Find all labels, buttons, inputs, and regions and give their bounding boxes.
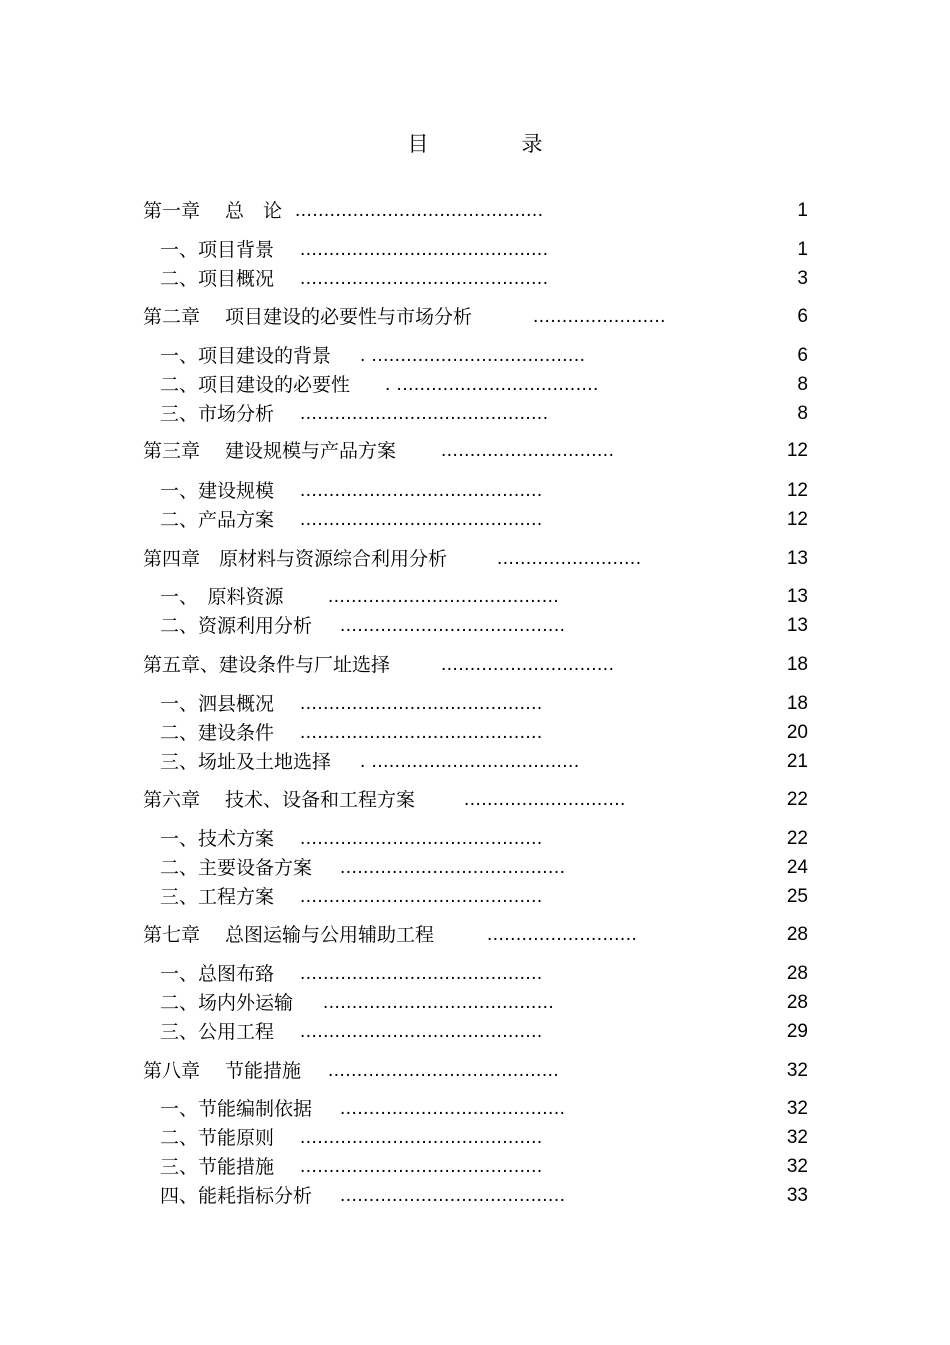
toc-page-number: 22 xyxy=(786,828,808,849)
toc-section-row[interactable] xyxy=(0,691,808,717)
toc-leader-dots: .......................................... xyxy=(300,828,543,849)
toc-title: 目 录 xyxy=(407,132,579,156)
toc-entry-label: 三、节能措施 xyxy=(160,1156,275,1178)
toc-page-number: 24 xyxy=(786,857,808,878)
toc-leader-dots: .......................................... xyxy=(300,886,543,907)
toc-entry-label: 三、公用工程 xyxy=(160,1021,275,1043)
toc-page-number: 32 xyxy=(786,1156,808,1177)
toc-leader-dots: . .................................... xyxy=(360,751,580,772)
toc-section-row[interactable] xyxy=(0,749,808,775)
toc-page-number: 12 xyxy=(786,440,808,461)
toc-entry-label: 一、泗县概况 xyxy=(160,693,275,715)
toc-entry-label: 一、项目建设的背景 xyxy=(160,345,332,367)
toc-leader-dots: .......................................... xyxy=(300,1127,543,1148)
toc-page-number: 32 xyxy=(786,1060,808,1081)
toc-section-row[interactable] xyxy=(0,372,808,398)
toc-leader-dots: .......................................... xyxy=(300,1156,543,1177)
toc-page-number: 29 xyxy=(786,1021,808,1042)
toc-leader-dots: ....................... xyxy=(533,306,666,327)
toc-leader-dots: .............................. xyxy=(441,440,615,461)
toc-section-row[interactable] xyxy=(0,266,808,292)
toc-chapter-row[interactable] xyxy=(0,652,808,678)
toc-entry-label: 三、场址及土地选择 xyxy=(160,751,332,773)
toc-leader-dots: ........................................... xyxy=(300,403,549,424)
toc-section-row[interactable] xyxy=(0,584,808,610)
toc-leader-dots: . ................................... xyxy=(385,374,599,395)
toc-entry-label: 第一章 总 论 xyxy=(143,200,283,222)
toc-leader-dots: .......................................... xyxy=(300,722,543,743)
toc-leader-dots: ....................................... xyxy=(340,615,566,636)
toc-section-row[interactable] xyxy=(0,613,808,639)
toc-leader-dots: ....................................... xyxy=(340,1185,566,1206)
toc-leader-dots: ....................................... xyxy=(340,857,566,878)
toc-leader-dots: .......................................... xyxy=(300,480,543,501)
toc-entry-label: 一、建设规模 xyxy=(160,480,275,502)
toc-entry-label: 第五章、建设条件与厂址选择 xyxy=(143,654,391,676)
toc-page-number: 1 xyxy=(797,239,808,260)
toc-leader-dots: ........................................ xyxy=(328,586,560,607)
toc-entry-label: 二、项目建设的必要性 xyxy=(160,374,351,396)
toc-page-number: 21 xyxy=(786,751,808,772)
toc-page-number: 6 xyxy=(797,306,808,327)
toc-page-number: 18 xyxy=(786,693,808,714)
toc-entry-label: 二、建设条件 xyxy=(160,722,275,744)
toc-section-row[interactable] xyxy=(0,401,808,427)
toc-section-row[interactable] xyxy=(0,1096,808,1122)
toc-page-number: 12 xyxy=(786,509,808,530)
toc-entry-label: 第四章 原材料与资源综合利用分析 xyxy=(143,548,448,570)
toc-page-number: 32 xyxy=(786,1098,808,1119)
toc-entry-label: 一、项目背景 xyxy=(160,239,275,261)
toc-page-number: 3 xyxy=(797,268,808,289)
toc-leader-dots: .............................. xyxy=(441,654,615,675)
toc-page-number: 13 xyxy=(786,615,808,636)
toc-section-row[interactable] xyxy=(0,884,808,910)
toc-entry-label: 一、 原料资源 xyxy=(160,586,284,608)
toc-chapter-row[interactable] xyxy=(0,922,808,948)
toc-leader-dots: ....................................... xyxy=(340,1098,566,1119)
toc-chapter-row[interactable] xyxy=(0,1058,808,1084)
toc-section-row[interactable] xyxy=(0,1154,808,1180)
toc-chapter-row[interactable] xyxy=(0,787,808,813)
toc-entry-label: 二、产品方案 xyxy=(160,509,275,531)
toc-entry-label: 一、技术方案 xyxy=(160,828,275,850)
toc-section-row[interactable] xyxy=(0,343,808,369)
toc-page-number: 8 xyxy=(797,374,808,395)
toc-page-number: 25 xyxy=(786,886,808,907)
toc-section-row[interactable] xyxy=(0,1183,808,1209)
toc-leader-dots: .......................................... xyxy=(300,693,543,714)
toc-leader-dots: ........................................... xyxy=(295,200,544,221)
toc-leader-dots: ............................ xyxy=(464,789,626,810)
toc-entry-label: 三、市场分析 xyxy=(160,403,275,425)
toc-page-number: 13 xyxy=(786,548,808,569)
toc-page-number: 22 xyxy=(786,789,808,810)
toc-entry-label: 四、能耗指标分析 xyxy=(160,1185,313,1207)
toc-leader-dots: .......................... xyxy=(487,924,638,945)
toc-section-row[interactable] xyxy=(0,855,808,881)
toc-section-row[interactable] xyxy=(0,237,808,263)
toc-leader-dots: .......................................... xyxy=(300,509,543,530)
toc-section-row[interactable] xyxy=(0,990,808,1016)
toc-leader-dots: ........................................... xyxy=(300,239,549,260)
toc-chapter-row[interactable] xyxy=(0,438,808,464)
toc-page-number: 32 xyxy=(786,1127,808,1148)
toc-page-number: 28 xyxy=(786,992,808,1013)
toc-section-row[interactable] xyxy=(0,478,808,504)
toc-page-number: 1 xyxy=(797,200,808,221)
toc-leader-dots: . ..................................... xyxy=(360,345,586,366)
toc-page-number: 20 xyxy=(786,722,808,743)
toc-entry-label: 第八章 节能措施 xyxy=(143,1060,302,1082)
toc-entry-label: 第六章 技术、设备和工程方案 xyxy=(143,789,416,811)
toc-page-number: 18 xyxy=(786,654,808,675)
toc-entry-label: 二、节能原则 xyxy=(160,1127,275,1149)
toc-chapter-row[interactable] xyxy=(0,198,808,224)
toc-leader-dots: ........................................ xyxy=(323,992,555,1013)
toc-page-number: 8 xyxy=(797,403,808,424)
toc-section-row[interactable] xyxy=(0,961,808,987)
toc-section-row[interactable] xyxy=(0,720,808,746)
toc-leader-dots: ........................................ xyxy=(328,1060,560,1081)
toc-leader-dots: ........................................... xyxy=(300,268,549,289)
toc-entry-label: 二、场内外运输 xyxy=(160,992,294,1014)
toc-leader-dots: ......................... xyxy=(497,548,642,569)
toc-page-number: 33 xyxy=(786,1185,808,1206)
toc-entry-label: 三、工程方案 xyxy=(160,886,275,908)
toc-leader-dots: .......................................... xyxy=(300,963,543,984)
toc-entry-label: 一、节能编制依据 xyxy=(160,1098,313,1120)
toc-section-row[interactable] xyxy=(0,1019,808,1045)
toc-page-number: 12 xyxy=(786,480,808,501)
toc-entry-label: 一、总图布臵 xyxy=(160,963,275,985)
toc-page-number: 13 xyxy=(786,586,808,607)
toc-entry-label: 第三章 建设规模与产品方案 xyxy=(143,440,397,462)
toc-entry-label: 二、项目概况 xyxy=(160,268,275,290)
toc-section-row[interactable] xyxy=(0,507,808,533)
toc-page-number: 28 xyxy=(786,963,808,984)
toc-page-number: 6 xyxy=(797,345,808,366)
toc-entry-label: 二、资源利用分析 xyxy=(160,615,313,637)
toc-entry-label: 第七章 总图运输与公用辅助工程 xyxy=(143,924,435,946)
toc-leader-dots: .......................................... xyxy=(300,1021,543,1042)
toc-page-number: 28 xyxy=(786,924,808,945)
toc-chapter-row[interactable] xyxy=(0,546,808,572)
toc-section-row[interactable] xyxy=(0,1125,808,1151)
toc-section-row[interactable] xyxy=(0,826,808,852)
toc-chapter-row[interactable] xyxy=(0,304,808,330)
toc-entry-label: 第二章 项目建设的必要性与市场分析 xyxy=(143,306,473,328)
toc-entry-label: 二、主要设备方案 xyxy=(160,857,313,879)
